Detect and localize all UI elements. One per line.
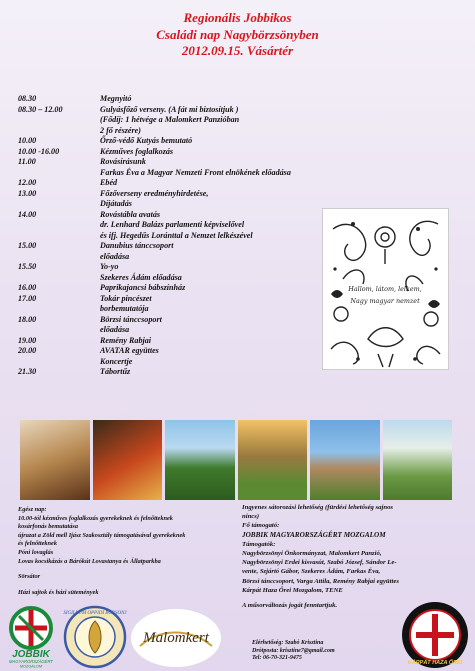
schedule-row bbox=[18, 147, 338, 158]
schedule-description bbox=[100, 262, 338, 283]
schedule-description bbox=[100, 105, 338, 137]
title-line-2: Családi nap Nagybörzsönyben bbox=[156, 27, 319, 42]
seal-text: SIGILLUM OPPIDI BORSONJ bbox=[63, 611, 127, 616]
schedule-description bbox=[100, 294, 338, 315]
all-day-notes bbox=[18, 506, 236, 597]
jobbik-sub: MAGYARORSZÁGÉRT bbox=[9, 659, 53, 664]
schedule-description bbox=[100, 189, 338, 210]
folk-ornament-icon bbox=[323, 209, 448, 369]
schedule-line: Megnyitó bbox=[100, 94, 132, 103]
photo-strip bbox=[20, 420, 452, 500]
jobbik-logo bbox=[2, 606, 60, 668]
main-supporter-org: JOBBIK MAGYARORSZÁGÉRT MOZGALOM bbox=[242, 530, 386, 539]
karpat-haza-orei-logo bbox=[396, 600, 474, 670]
supporter-line: Nagybörzsönyi Erdei kisvasút, Szabó József, Sándor Le- bbox=[242, 559, 397, 567]
schedule-description bbox=[100, 336, 338, 347]
supporters-label: Támogatók: bbox=[242, 540, 276, 548]
schedule-description bbox=[100, 178, 338, 189]
schedule-time: 16.00 bbox=[18, 283, 37, 292]
photo-field bbox=[238, 420, 308, 500]
schedule-row bbox=[18, 189, 338, 210]
schedule-line: Díjátadás bbox=[100, 199, 132, 208]
photo-archer bbox=[383, 420, 453, 500]
schedule-line: és ifj. Hegedűs Loránttal a Nemzet lelkészével bbox=[100, 230, 253, 240]
contact-name: Elérhetőség: Szabó Krisztina bbox=[252, 640, 324, 646]
schedule-line: Kézműves foglalkozás bbox=[100, 146, 174, 156]
photo-church bbox=[310, 420, 380, 500]
schedule-row bbox=[18, 241, 338, 262]
schedule-line: AVATAR együttes bbox=[100, 346, 159, 355]
notes-title: Egész nap: bbox=[18, 506, 47, 513]
notes-line: kosárfonás bemutatása bbox=[18, 523, 79, 531]
schedule-description bbox=[100, 136, 338, 147]
schedule-line: Ebéd bbox=[100, 178, 118, 187]
schedule-line: dr. Lenhard Balázs parlamenti képviselővel bbox=[100, 220, 245, 229]
schedule-description bbox=[100, 157, 338, 178]
title-line-3: 2012.09.15. Vásártér bbox=[181, 43, 294, 58]
title-line-1: Regionális Jobbikos bbox=[183, 10, 292, 25]
notes-line: újrazat a Zöld mell Ijász Szakosztály támogatásával gyerekeknek bbox=[18, 531, 186, 539]
schedule-line: Börzsi tánccsoport bbox=[100, 314, 162, 324]
schedule-time: 21.30 bbox=[18, 367, 37, 376]
schedule-line: Őrző-védő Kutyás bemutató bbox=[100, 136, 193, 145]
art-text-2: Nagy magyar nemzet bbox=[350, 297, 420, 305]
schedule-description bbox=[100, 94, 338, 105]
schedule-description bbox=[100, 367, 338, 378]
town-seal-logo bbox=[63, 605, 127, 669]
schedule-time: 17.00 bbox=[18, 293, 37, 303]
schedule-time: 10.00 -16.00 bbox=[18, 146, 60, 156]
supporter-line: Kárpát Haza Őrei Mozgalom, TENE bbox=[242, 586, 343, 594]
schedule-line: Koncertje bbox=[100, 356, 133, 366]
photo-cooking bbox=[20, 420, 90, 500]
schedule-row bbox=[18, 283, 338, 294]
notes-homemade: Házi sajtok és házi sütemények bbox=[18, 588, 99, 596]
tent-note: Ingyenes sátorozási lehetőség (fürdési lehetőség sajnos bbox=[242, 504, 394, 511]
tent-note-2: nincs) bbox=[242, 513, 260, 521]
schedule-line: borbemutatója bbox=[100, 304, 149, 313]
schedule-line: Paprikajancsi bábszínház bbox=[100, 283, 186, 292]
schedule-row bbox=[18, 157, 338, 178]
schedule-description bbox=[100, 210, 338, 242]
schedule-line: Farkas Éva a Magyar Nemzeti Front elnökének előadása bbox=[100, 167, 291, 177]
schedule-line: Remény Rabjai bbox=[100, 335, 152, 345]
schedule-time: 19.00 bbox=[18, 335, 37, 345]
supporter-line: vente, Szjártó Gábor, Szekeres Ádám, Farkas Éva, bbox=[242, 568, 381, 576]
schedule-line: előadása bbox=[100, 251, 130, 261]
supporter-line: Nagybörzsönyi Önkormányzat, Malomkert Panzió, bbox=[242, 550, 382, 558]
schedule-line: Rovásírásunk bbox=[100, 157, 146, 166]
supporter-line: Börzsi tánccsoport, Varga Attila, Remény Rabjai együttes bbox=[242, 577, 399, 585]
contact-email: Drótposta: krisztine7@gmail.com bbox=[252, 647, 335, 654]
folk-art-illustration bbox=[322, 208, 449, 370]
schedule-description bbox=[100, 147, 338, 158]
schedule-time: 12.00 bbox=[18, 178, 37, 187]
schedule-row bbox=[18, 105, 338, 137]
schedule-time: 08.30 bbox=[18, 94, 37, 103]
main-supporter-label: Fő támogató: bbox=[242, 522, 280, 530]
malomkert-word: Malomkert bbox=[143, 630, 209, 646]
schedule-row bbox=[18, 336, 338, 347]
schedule-description bbox=[100, 241, 338, 262]
schedule-line: 2 fő részére) bbox=[100, 125, 141, 135]
schedule-time: 11.00 bbox=[18, 157, 36, 166]
schedule-row bbox=[18, 94, 338, 105]
schedule-time: 14.00 bbox=[18, 209, 37, 219]
schedule-line: Yo-yo bbox=[100, 262, 119, 271]
schedule-line: Rovástábla avatás bbox=[100, 209, 161, 219]
schedule-row bbox=[18, 136, 338, 147]
notes-line: 10.00-tól kézműves foglalkozás gyerekeknek és felnőtteknek bbox=[18, 514, 173, 522]
schedule-row bbox=[18, 178, 338, 189]
contact-phone: Tel: 06-70-321-9475 bbox=[252, 655, 302, 662]
schedule-row bbox=[18, 315, 338, 336]
schedule-row bbox=[18, 262, 338, 283]
schedule-time: 15.00 bbox=[18, 241, 37, 250]
malomkert-logo bbox=[130, 608, 222, 668]
notes-line: Lovas kocsikázás a Bárókút Lovastanya és Állatparkba bbox=[18, 557, 161, 565]
schedule-time: 15.50 bbox=[18, 262, 37, 271]
schedule-time: 18.00 bbox=[18, 314, 37, 324]
schedule-line: Danubius tánccsoport bbox=[100, 241, 174, 250]
schedule-time: 20.00 bbox=[18, 346, 37, 355]
notes-beer-tent: Sörsátor bbox=[18, 573, 41, 581]
schedule-line: Szekeres Ádám előadása bbox=[100, 272, 182, 282]
schedule-time: 10.00 bbox=[18, 136, 37, 145]
khm-text: KÁRPÁT HAZA ŐREI bbox=[407, 660, 463, 666]
photo-puppet bbox=[93, 420, 163, 500]
schedule-description bbox=[100, 315, 338, 336]
schedule-line: előadása bbox=[100, 325, 130, 334]
schedule-row bbox=[18, 346, 338, 367]
schedule-row bbox=[18, 210, 338, 242]
schedule-line: Tábortűz bbox=[100, 367, 131, 376]
notes-line: és felnőtteknek bbox=[18, 540, 57, 548]
schedule-description bbox=[100, 283, 338, 294]
contact-info bbox=[252, 640, 335, 663]
schedule-line: (Fődíj: 1 hétvége a Malomkert Panzióban bbox=[100, 115, 240, 124]
schedule-row bbox=[18, 367, 338, 378]
photo-forest-train bbox=[165, 420, 235, 500]
art-text-1: Hallom, látom, lelkem, bbox=[348, 285, 422, 293]
program-schedule bbox=[18, 94, 338, 378]
schedule-time: 08.30 – 12.00 bbox=[18, 104, 63, 114]
schedule-line: Tokár pincészet bbox=[100, 293, 152, 303]
schedule-description bbox=[100, 346, 338, 367]
jobbik-sub2: MOZGALOM bbox=[19, 664, 43, 668]
schedule-line: Gulyásfőző verseny. (A fát mi biztosítjuk ) bbox=[100, 104, 239, 114]
support-info bbox=[242, 503, 460, 610]
schedule-time: 13.00 bbox=[18, 188, 37, 198]
rights-note: A műsorváltozás jogát fenntartjuk. bbox=[242, 602, 338, 610]
notes-line: Póni lovaglás bbox=[18, 548, 54, 556]
jobbik-word: JOBBIK bbox=[12, 649, 50, 660]
schedule-row bbox=[18, 294, 338, 315]
schedule-line: Főzőverseny eredményhirdetése, bbox=[100, 188, 209, 198]
